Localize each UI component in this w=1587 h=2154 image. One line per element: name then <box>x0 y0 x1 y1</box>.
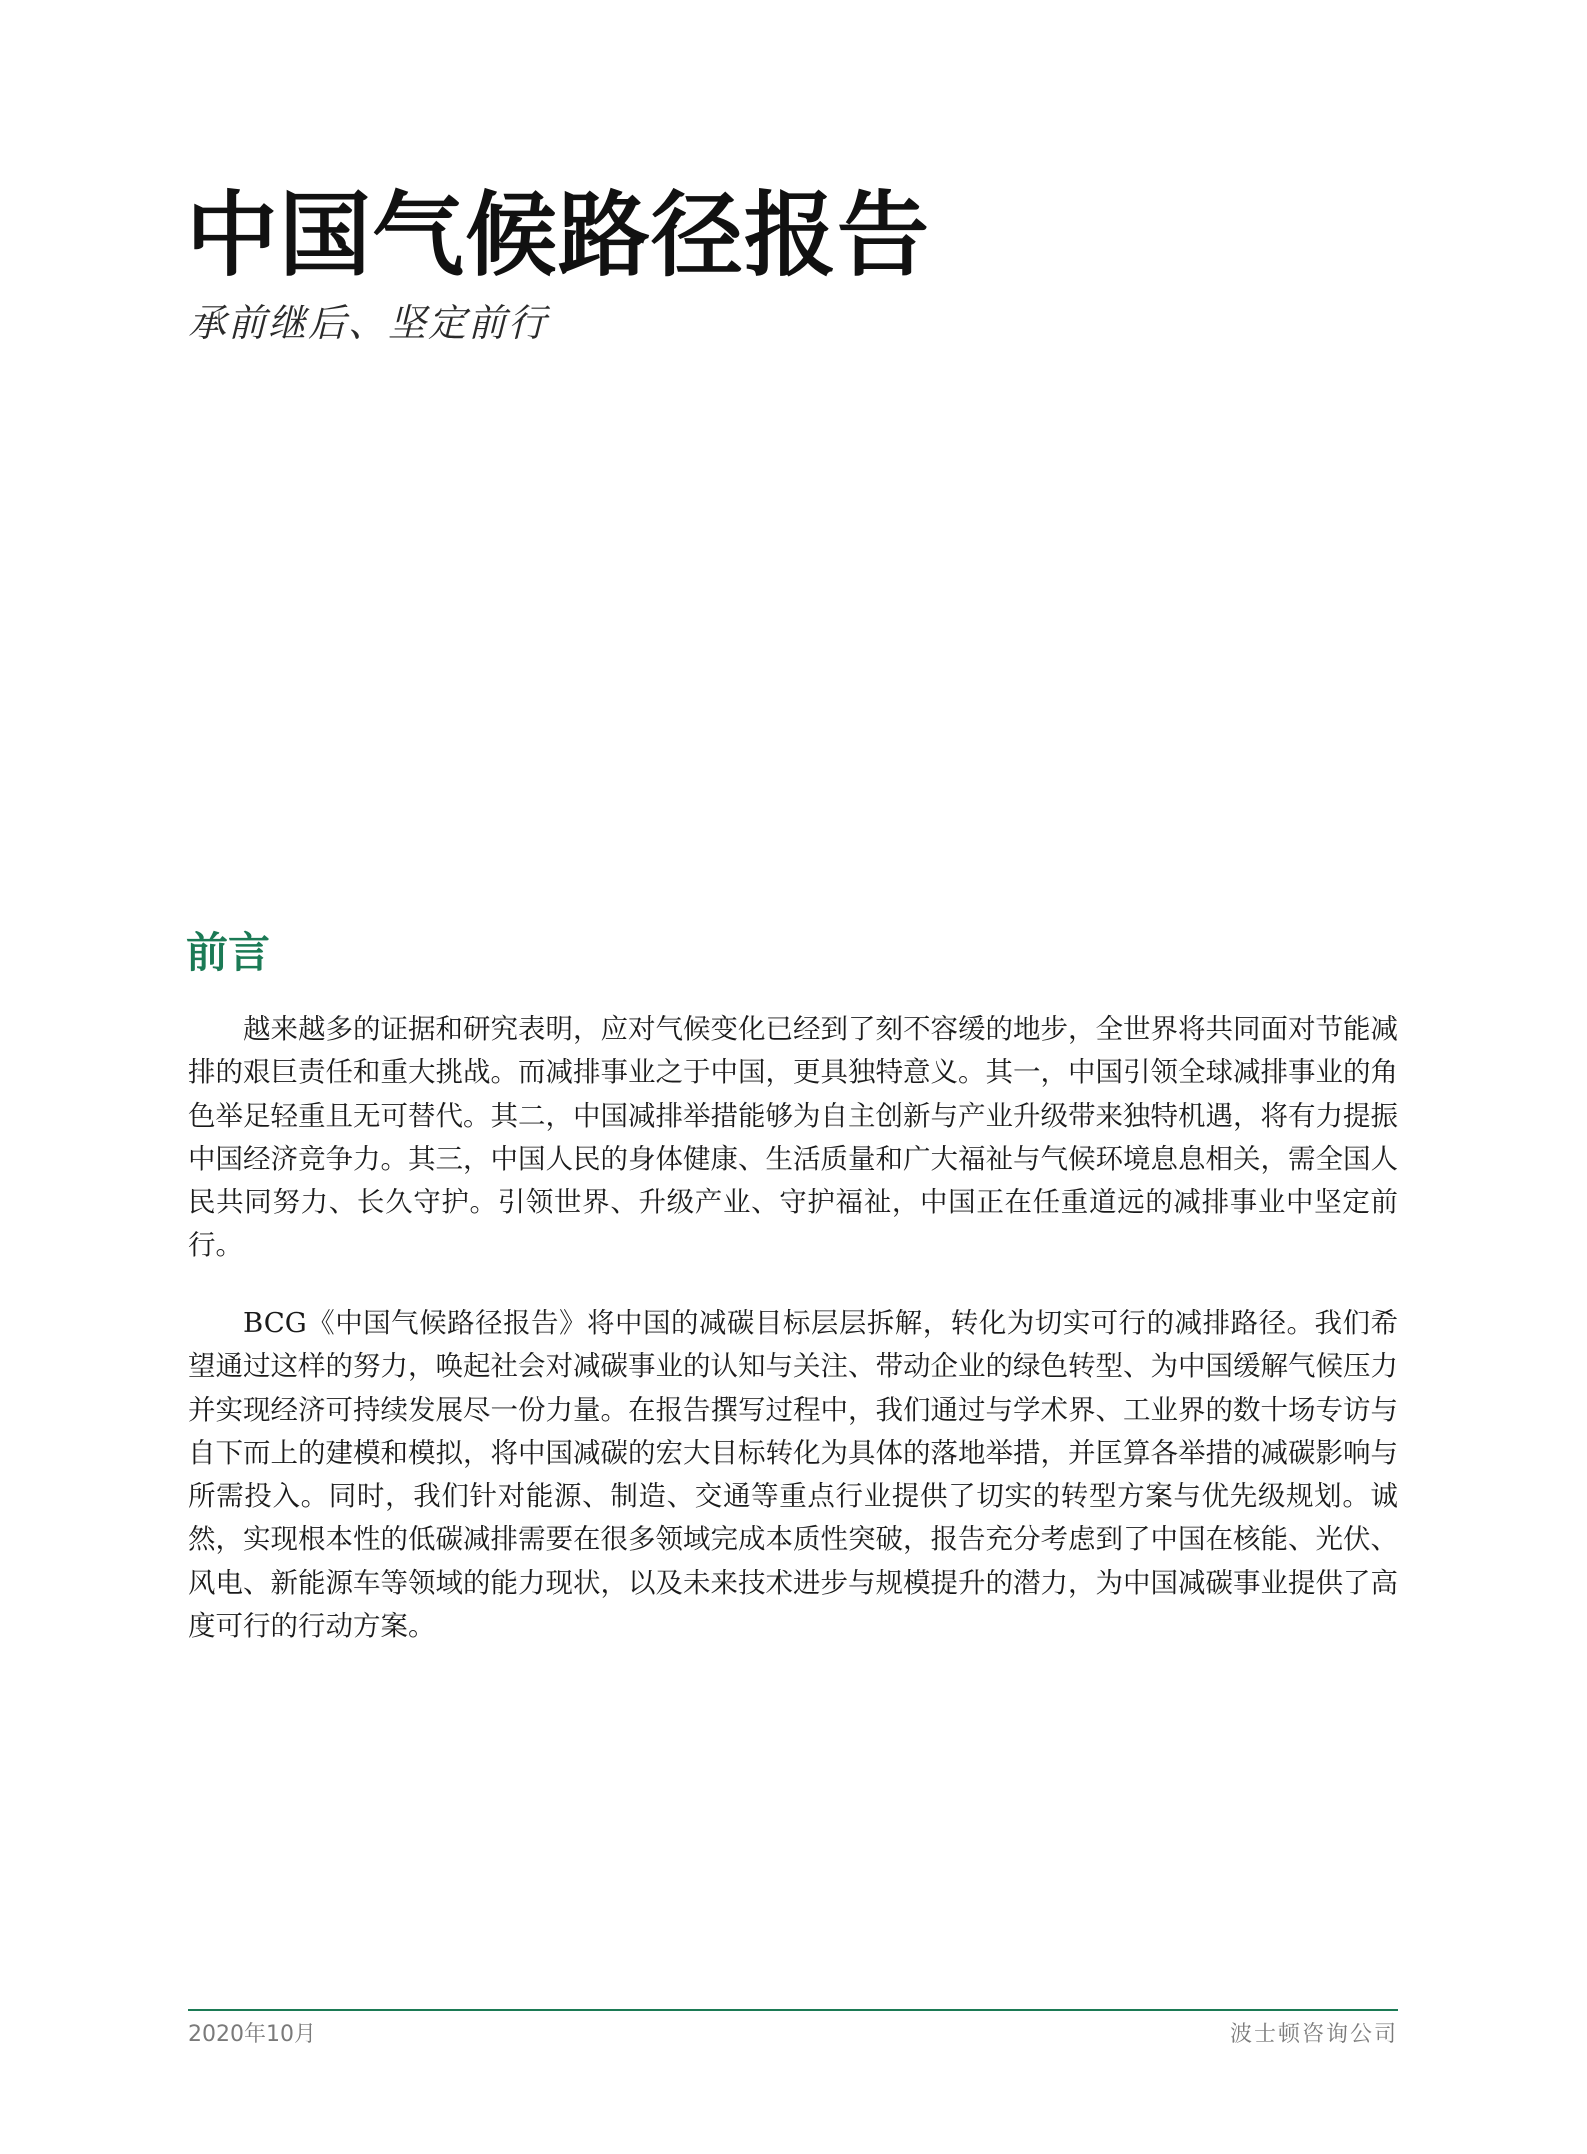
report-title: 中国气候路径报告 <box>186 181 931 289</box>
footer-divider <box>188 2009 1398 2011</box>
report-subtitle: 承前继后、坚定前行 <box>188 301 549 345</box>
footer-date: 2020年10月 <box>188 2022 316 2047</box>
footer-organization: 波士顿咨询公司 <box>1229 2022 1398 2047</box>
preface-paragraph-1: 越来越多的证据和研究表明，应对气候变化已经到了刻不容缓的地步，全世界将共同面对节能减排的艰巨责任和重大挑战。而减排事业之于中国，更具独特意义。其一，中国引领全球减排事业的角色举足轻重且无可替代。其二，中国减排举措能够为自主创新与产业升级带来独特机遇，将有力提振中国经济竞争力。其三，中国人民的身体健康、生活质量和广大福祉与气候环境息息相关，需全国人民共同努力、长久守护。引领世界、升级产业、守护福祉，中国正在任重道远的减排事业中坚定前行。 <box>188 1013 1398 1262</box>
preface-heading: 前言 <box>186 928 271 977</box>
preface-paragraph-2: BCG《中国气候路径报告》将中国的减碳目标层层拆解，转化为切实可行的减排路径。我们希望通过这样的努力，唤起社会对减碳事业的认知与关注、带动企业的绿色转型、为中国缓解气候压力并实现经济可持续发展尽一份力量。在报告撰写过程中，我们通过与学术界、工业界的数十场专访与自下而上的建模和模拟，将中国减碳的宏大目标转化为具体的落地举措，并匡算各举措的减碳影响与所需投入。同时，我们针对能源、制造、交通等重点行业提供了切实的转型方案与优先级规划。诚然，实现根本性的低碳减排需要在很多领域完成本质性突破，报告充分考虑到了中国在核能、光伏、风电、新能源车等领域的能力现状，以及未来技术进步与规模提升的潜力，为中国减碳事业提供了高度可行的行动方案。 <box>188 1307 1398 1643</box>
